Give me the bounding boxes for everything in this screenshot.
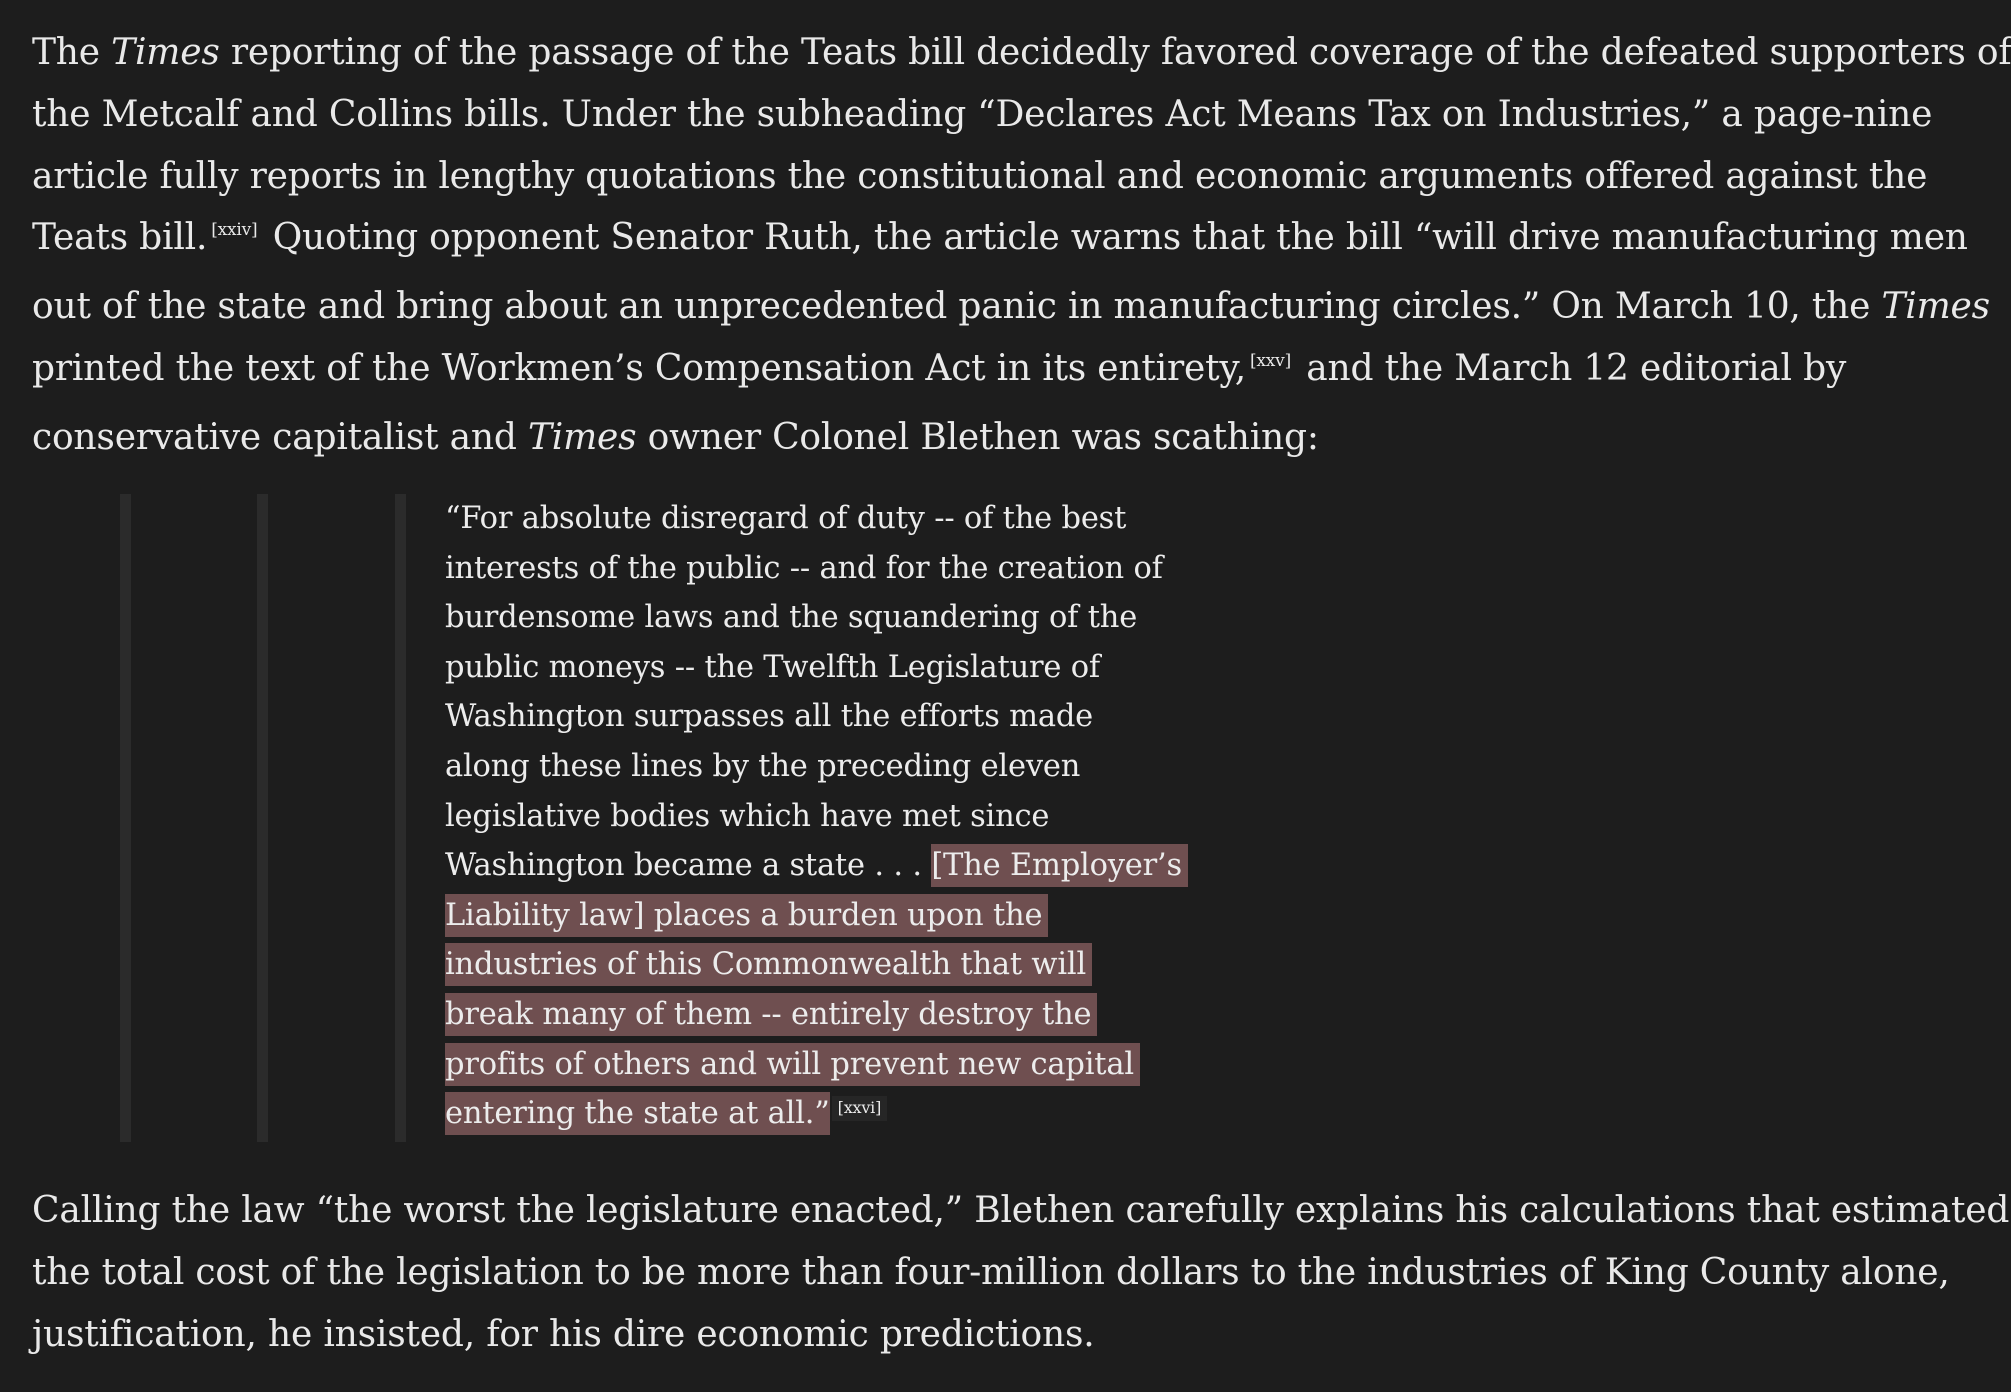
- times-italic: Times: [111, 32, 220, 73]
- text-highlight[interactable]: Liability law] places a burden upon the: [445, 898, 1048, 933]
- footnote-ref-xxiv[interactable]: [xxiv]: [211, 220, 258, 241]
- quote-line: burdensome laws and the squandering of the: [445, 600, 1138, 636]
- quote-line: [445, 990, 1105, 1040]
- paragraph-line: The Times reporting of the passage of the Teats bill decidedly favored coverage of the defeated supporters of: [32, 32, 2011, 73]
- quote-line: [445, 940, 1105, 990]
- paragraph-line: justification, he insisted, for his dire economic predictions.: [32, 1313, 1095, 1355]
- times-italic: Times: [527, 416, 637, 458]
- text-highlight[interactable]: entering the state at all.”: [445, 1096, 830, 1132]
- quote-line: interests of the public -- and for the creation of: [445, 550, 1163, 586]
- blockquote-indent-bar: [257, 494, 268, 1142]
- blockquote-indent-bar: [395, 494, 406, 1142]
- quote-line: Washington became a state . . . [The Employer’s: [445, 841, 1105, 891]
- paragraph-line: Teats bill. [xxiv] Quoting opponent Senator Ruth, the article warns that the bill “will drive manufacturing men: [32, 217, 1968, 259]
- paragraph-line: the Metcalf and Collins bills. Under the subheading “Declares Act Means Tax on Industries,” a page-nine: [32, 93, 1933, 135]
- quote-line: legislative bodies which have met since: [445, 798, 1050, 834]
- footnote-ref-xxv[interactable]: [xxv]: [1249, 350, 1292, 371]
- body-paragraph-1: [32, 22, 2011, 469]
- text-highlight[interactable]: break many of them -- entirely destroy the: [445, 997, 1097, 1032]
- paragraph-line: the total cost of the legislation to be more than four-million dollars to the industries of King County alone,: [32, 1251, 1950, 1293]
- paragraph-line: article fully reports in lengthy quotations the constitutional and economic arguments offered against the: [32, 155, 1928, 197]
- paragraph-line: out of the state and bring about an unprecedented panic in manufacturing circles.” On March 10, the Times: [32, 286, 1990, 328]
- paragraph-line: conservative capitalist and Times owner Colonel Blethen was scathing:: [32, 416, 1319, 458]
- quote-line: along these lines by the preceding eleven: [445, 748, 1081, 784]
- times-italic: Times: [1881, 286, 1990, 328]
- quote-line: Washington surpasses all the efforts made: [445, 699, 1094, 735]
- quote-line: [445, 1089, 1105, 1139]
- quote-line: [445, 1040, 1134, 1090]
- text-highlight[interactable]: [The Employer’s: [931, 848, 1188, 883]
- paragraph-line: printed the text of the Workmen’s Compensation Act in its entirety, [xxv] and the March 12 editorial by: [32, 347, 1847, 389]
- text-highlight[interactable]: industries of this Commonwealth that will: [445, 947, 1092, 982]
- quote-line: “For absolute disregard of duty -- of the best: [445, 501, 1127, 536]
- text-highlight[interactable]: profits of others and will prevent new capital: [445, 1047, 1140, 1082]
- quote-line: [445, 891, 1105, 941]
- quote-line: public moneys -- the Twelfth Legislature of: [445, 649, 1100, 685]
- body-paragraph-2: [32, 1180, 2010, 1365]
- blockquote-indent-bar: [120, 494, 131, 1142]
- footnote-ref-xxvi[interactable]: [xxvi]: [832, 1096, 888, 1121]
- blethen-editorial-quote: [445, 494, 1182, 1139]
- paragraph-line: Calling the law “the worst the legislature enacted,” Blethen carefully explains his calculations that estimated: [32, 1190, 2010, 1231]
